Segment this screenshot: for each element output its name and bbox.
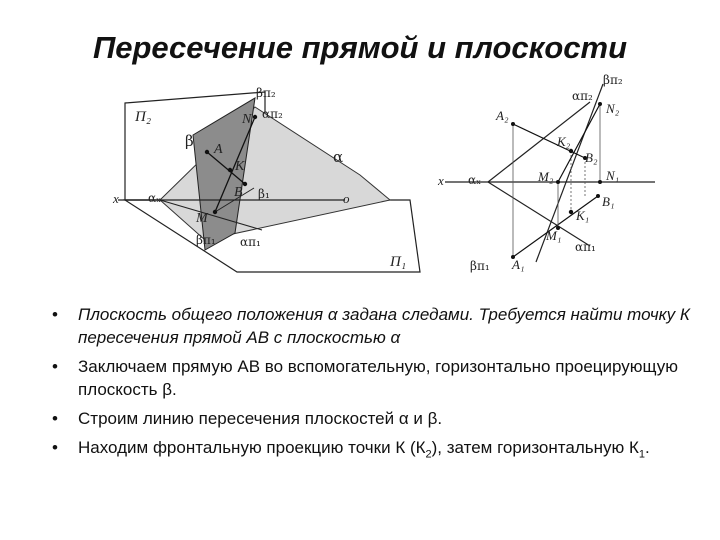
left-spatial-diagram — [112, 86, 420, 272]
point-b-left — [243, 182, 247, 186]
bullet-item-1 — [44, 303, 694, 349]
label-m2: M₂ — [538, 169, 554, 184]
plane-alpha — [160, 107, 390, 240]
label-n-left: N — [242, 112, 252, 127]
label-p2: П₂ — [135, 109, 152, 125]
label-x-left: x — [113, 191, 119, 206]
label-x-right: x — [438, 173, 444, 188]
label-o-left: o — [343, 191, 350, 206]
point-b1 — [596, 194, 600, 198]
label-p1: П₁ — [390, 254, 407, 270]
label-m-left: M — [196, 211, 208, 226]
label-beta: β — [185, 132, 194, 150]
label-beta-x-left: β₁ — [258, 187, 270, 201]
label-a1: A₁ — [512, 257, 525, 272]
point-n1 — [598, 180, 602, 184]
point-m2 — [556, 180, 560, 184]
point-a-left — [205, 150, 209, 154]
label-a2: A₂ — [496, 108, 509, 123]
label-alpha-pi1-left: απ₁ — [240, 235, 261, 249]
bullet-3-text: Строим линию пересечения плоскостей α и β. — [78, 409, 443, 428]
label-k2: K₂ — [557, 134, 571, 149]
label-a-left: A — [214, 142, 223, 157]
alpha-horizontal-trace-right — [488, 182, 590, 246]
bullet-item-2 — [44, 355, 694, 401]
label-k-left: K — [235, 159, 245, 174]
bullet-dot-icon: • — [52, 305, 58, 324]
bullet-dot-icon: • — [52, 438, 58, 457]
bullet-1-text: Плоскость общего положения α задана следами. Требуется найти точку К пересечения прямой АВ с плоскостью α — [78, 305, 690, 347]
label-beta-pi1-right: βπ₁ — [470, 259, 490, 273]
label-beta-pi2-right: βπ₂ — [603, 73, 623, 87]
label-n2: N₂ — [606, 101, 620, 116]
label-alpha: α — [333, 148, 344, 166]
label-b2: B₂ — [585, 150, 598, 165]
label-b-left: B — [234, 185, 243, 200]
bullet-4-text: Находим фронтальную проекцию точки К $(К_2)$, затем горизонтальную $К_1$. — [78, 438, 650, 461]
point-a2 — [511, 122, 515, 126]
label-k1: K₁ — [576, 208, 590, 223]
bullet-dot-icon: • — [52, 409, 58, 428]
label-n1: N₁ — [606, 168, 620, 183]
point-k2 — [569, 149, 573, 153]
label-alpha-pi2-left: απ₂ — [262, 107, 283, 121]
label-alpha-pi2-right: απ₂ — [572, 89, 593, 103]
label-alpha-x-left: αₓ — [148, 191, 162, 205]
label-beta-pi1-left: βπ₁ — [196, 233, 216, 247]
point-n-left — [253, 115, 257, 119]
bullet-2-text: Заключаем прямую АВ во вспомогательную, горизонтально проецирующую плоскость β. — [78, 357, 678, 399]
point-n2 — [598, 102, 602, 106]
point-k1 — [569, 210, 573, 214]
right-epure-diagram — [437, 73, 655, 273]
label-alpha-pi1-right: απ₁ — [575, 240, 596, 254]
page-title: Пересечение прямой и плоскости — [92, 30, 628, 65]
label-beta-pi2-left: βπ₂ — [256, 86, 276, 100]
point-k-left — [228, 168, 232, 172]
bullet-list — [44, 303, 694, 472]
bullet-item-4 — [44, 436, 694, 466]
bullet-dot-icon: • — [52, 357, 58, 376]
point-m-left — [213, 210, 217, 214]
label-b1: B₁ — [602, 194, 615, 209]
bullet-item-3 — [44, 407, 694, 430]
label-m1: M₁ — [546, 228, 562, 243]
label-alpha-x-right: αₓ — [468, 173, 482, 187]
